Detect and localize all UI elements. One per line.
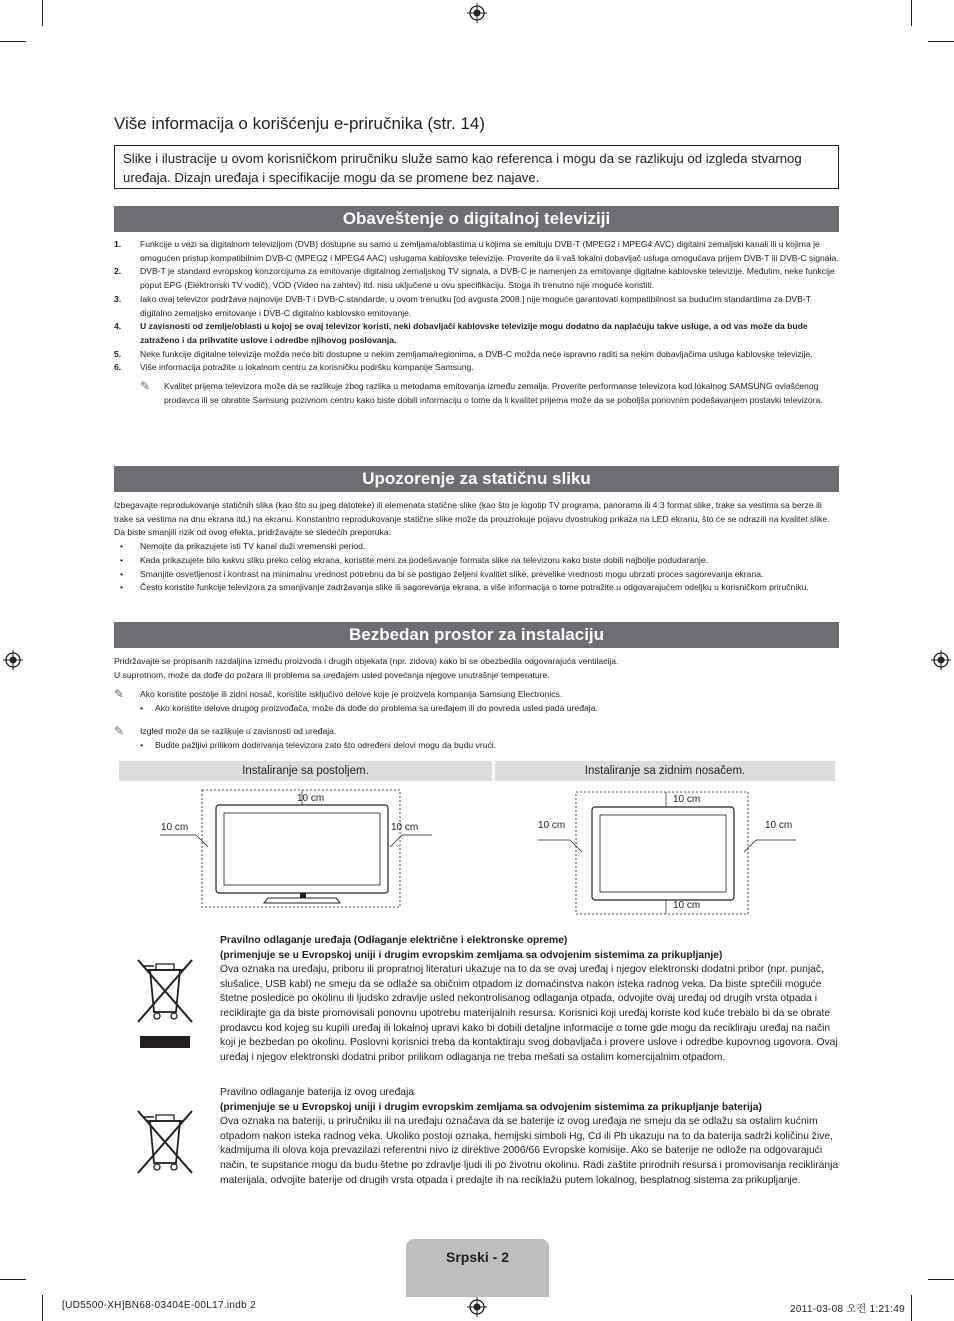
print-date: 2011-03-08 오전 1:21:49 <box>790 1304 905 1315</box>
weee-equipment-subtitle: (primenjuje se u Evropskoj uniji i drugim evropskim zemljama sa odvojenim sistemima za prikupljanje) <box>220 949 723 961</box>
clearance-left-label: 10 cm <box>161 822 189 833</box>
pencil-note-icon: ✎ <box>114 687 125 702</box>
registration-mark-icon <box>467 3 487 23</box>
section-heading-static-image: Upozorenje za statičnu sliku <box>114 466 839 492</box>
registration-mark-icon <box>3 650 23 670</box>
pencil-note-icon: ✎ <box>114 723 125 738</box>
weee-battery-section <box>220 1086 840 1188</box>
installation-note: ✎ Izgled može da se razlikuje u zavisnosti od uređaja. <box>114 723 337 738</box>
crop-mark <box>42 1295 43 1321</box>
installation-note: ✎ Ako koristite postolje ili zidni nosač, koristite isključivo delove koje je proizvela kompanija Samsung Electronics. <box>114 687 563 702</box>
list-item: • Nemojte da prikazujete isti TV kanal duži vremenski period. <box>120 541 366 552</box>
crop-mark <box>928 41 954 42</box>
wall-mount-installation-diagram <box>530 788 810 918</box>
list-item: 3. Iako ovaj televizor podržava najnovije DVB-T i DVB-C standarde, u ovom trenutku [od avgusta 2008.] nije moguće garantovati kompatibilnost sa budućim standardima za DVB-T digitalno zemaljsko emitovanje i DVB-C digitalno kablovsko emitovanje. <box>114 293 811 318</box>
notice-box: Slike i ilustracije u ovom korisničkom priručniku služe samo kao referenca i mogu da se razlikuju od izgleda stvarnog uređaja. Dizajn uređaja i specifikacije mogu da se promene bez najave. <box>114 145 839 189</box>
page-number: Srpski - 2 <box>406 1239 549 1297</box>
list-item: 2. DVB-T je standard evropskog konzorcijuma za emitovanje digitalnog zemaljskog TV signala, a DVB-C je namenjen za emitovanje digitalne kablovske televizije. Međutim, neke funkcije poput EPG (Elektronski TV vodič), VOD (Video na zahtev) itd. nisu uključene u ovu specifikaciju. Stoga ih trenutno nije moguće koristiti. <box>114 266 835 291</box>
static-image-text <box>114 499 839 595</box>
clearance-bottom-label: 10 cm <box>673 900 701 911</box>
crop-mark <box>911 1295 912 1321</box>
reception-note: ✎ Kvalitet prijema televizora može da se razlikuje zbog razlika u metodama emitovanja između zemalja. Proverite performanse televizora kod lokalnog SAMSUNG ovlašćenog prodavca ili se obratite Samsung pozivnom centru kako biste dobili informaciju o tome da li kvalitet prijema može da se poboljša ponovnim podešavanjem postavki televizora. <box>114 380 839 407</box>
page-title: Više informacija o korišćenju e-priručnika (str. 14) <box>114 114 485 133</box>
clearance-top-label: 10 cm <box>673 794 701 805</box>
list-item: • Ako koristite delove drugog proizvođača, može da dođe do problema sa uređajem ili do povreda usled pada uređaja. <box>140 703 598 714</box>
list-item: 4. U zavisnosti od zemlje/oblasti u kojoj se ovaj televizor koristi, neki dobavljači kablovske televizije mogu dodatno da naplaćuju takve usluge, a od vas može da bude zatraženo i da prihvatite uslove i odredbe njihovog poslovanja. <box>114 321 808 345</box>
crossed-bin-icon <box>134 956 196 1051</box>
stand-install-label: Instaliranje sa postoljem. <box>119 761 492 781</box>
clearance-right-label: 10 cm <box>765 820 793 831</box>
weee-equipment-body: Ova oznaka na uređaju, priboru ili propratnoj literaturi ukazuje na to da se ovaj uređaj i njegov elektronski dodatni pribor (npr. punjač, slušalice, USB kabl) ne smeju da se odlaže sa običnim otpadom iz domaćinstva nakon isteka radnog veka. Da biste sprečili moguće štetne posledice po okolinu ili ljudsko zdravlje usled nekontrolisanog odlaganja otpada, odvojite ovaj uređaj od drugih vrsta otpada i reciklirajte ga da biste promovisali ponovnu upotrebu materijalnih resursa. Korisnici koji uređaj koriste kod kuće trebalo bi da se obrate prodavcu kod kojeg su kupili uređaj ili lokalnoj upravi kako bi dobili detaljne informacije o tome gde mogu da recikliraju uređaj na način koji je bezbedan po okolinu. Poslovni korisnici treba da kontaktiraju svog dobavljača i provere uslove i odredbe kupovnog ugovora. Ovaj uređaj i njegov elektronski dodatni pribor prilikom odlaganja ne treba mešati sa ostalim komercijalnim otpadom. <box>220 964 838 1063</box>
installation-intro-1: Pridržavajte se propisanih razdaljina između proizvoda i drugih objekata (npr. zidova) kako bi se obezbedila odgovarajuća ventilacija. <box>114 656 619 666</box>
weee-equipment-title: Pravilno odlaganje uređaja (Odlaganje električne i elektronske opreme) <box>220 935 568 946</box>
wall-mount-install-label: Instaliranje sa zidnim nosačem. <box>495 761 835 781</box>
weee-battery-title: Pravilno odlaganje baterija iz ovog uređaja <box>220 1087 415 1098</box>
clearance-right-label: 10 cm <box>391 822 419 833</box>
stand-installation-diagram <box>150 785 450 915</box>
weee-battery-subtitle: (primenjuje se u Evropskoj uniji i drugim evropskim zemljama sa odvojenim sistemima za prikupljanje baterija) <box>220 1101 762 1113</box>
section-heading-digital-tv: Obaveštenje o digitalnoj televiziji <box>114 206 839 232</box>
list-item: 1. Funkcije u vezi sa digitalnom televizijom (DVB) dostupne su samo u zemljama/oblastima u kojima se emituju DVB-T (MPEG2 i MPEG4 AVC) digitalni zemaljski kanali ili u kojima je omogućen pristup kompatibilnim DVB-C (MPEG2 i MPEG4 AAC) uslugama kablovske televizije. Proverite da li vaš lokalni dobavljač usluga omogućava prijem DVB-T ili DVB-C signala. <box>114 239 839 263</box>
crop-mark <box>0 41 26 42</box>
registration-mark-icon <box>931 650 951 670</box>
installation-intro-2: U suprotnom, može da dođe do požara ili problema sa uređajem usled povećanja njegove unutrašnje temperature. <box>114 669 550 680</box>
section-heading-installation-space: Bezbedan prostor za instalaciju <box>114 622 839 648</box>
file-info: [UD5500-XH]BN68-03404E-00L17.indb 2 <box>62 1300 256 1311</box>
crop-mark <box>928 1279 954 1280</box>
list-item: • Budite pažljivi prilikom dodirivanja televizora zato što određeni delovi mogu da budu vrući. <box>140 739 497 750</box>
list-item: • Smanjite osvetljenost i kontrast na minimalnu vrednost potrebnu da bi se postigao željeni kvalitet slike, prevelike vrednosti mogu ubrzati proces sagorevanja ekrana. <box>120 568 764 579</box>
registration-mark-icon <box>467 1297 487 1317</box>
weee-equipment-section <box>220 934 840 1065</box>
list-item: • Kada prikazujete bilo kakvu sliku preko celog ekrana, koristite meni za podešavanje formata slike na televizoru kako biste dobili najbolje podudaranje. <box>120 554 708 565</box>
clearance-left-label: 10 cm <box>538 820 566 831</box>
crop-mark <box>0 1279 26 1280</box>
crop-mark <box>911 0 912 26</box>
pencil-note-icon: ✎ <box>140 379 151 394</box>
crop-mark <box>42 0 43 26</box>
list-item: 5. Neke funkcije digitalne televizije možda neće biti dostupne u nekim zemljama/regionima, a DVB-C možda neće ispravno raditi sa nekim dobavljačima usluga kablovske televizije. <box>114 348 813 359</box>
crossed-bin-icon <box>134 1107 196 1179</box>
list-item: • Često koristite funkcije televizora za smanjivanje zadržavanja slike ili sagorevanja ekrana, a više informacija o tome potražite u odgovarajućem odeljku u korisničkom priručniku. <box>120 582 809 593</box>
clearance-top-label: 10 cm <box>297 793 325 804</box>
digital-tv-list <box>114 238 839 407</box>
list-item: 6. Više informacija potražite u lokalnom centru za korisničku podršku kompanije Samsung. <box>114 362 474 373</box>
static-intro: Izbegavajte reprodukovanje statičnih slika (kao što su jpeg datoteke) ili elemenata statične slike (kao što je logotip TV programa, panorama ili 4:3 format slike, trake sa vestima sa berze ili trake sa vestima na dnu ekrana itd.) na ekranu. Konstantno reprodukovanje statične slike može da prouzrokuje pojavu dvostrukog prikaza na LED ekranu, što će se odraziti na kvalitet slike. Da biste smanjili rizik od ovog efekta, pridržavajte se sledećih preporuka: <box>114 500 830 538</box>
installation-text <box>114 655 839 752</box>
weee-battery-body: Ova oznaka na bateriji, u priručniku ili na uređaju označava da se baterije iz ovog uređaja ne smeju da se odlažu sa ostalim kućnim otpadom nakon isteka radnog veka. Ukoliko postoji oznaka, hemijski simboli Hg, Cd ili Pb ukazuju na to da baterija sadrži količinu žive, kadmijuma ili olova koja prevazilazi referentni nivo iz direktive 2006/66 Evropske komisije. Ako se baterije ne odlože na odgovarajući način, te supstance mogu da budu štetne po zdravlje ljudi ili po životnu okolinu. Radi zaštite prirodnih resursa i promovisanja recikliranja materijala, odvojite baterije od drugih vrsta otpada i predajte ih na reciklažu putem lokalnog, besplatnog sistema za prikupljanje. <box>220 1116 839 1186</box>
